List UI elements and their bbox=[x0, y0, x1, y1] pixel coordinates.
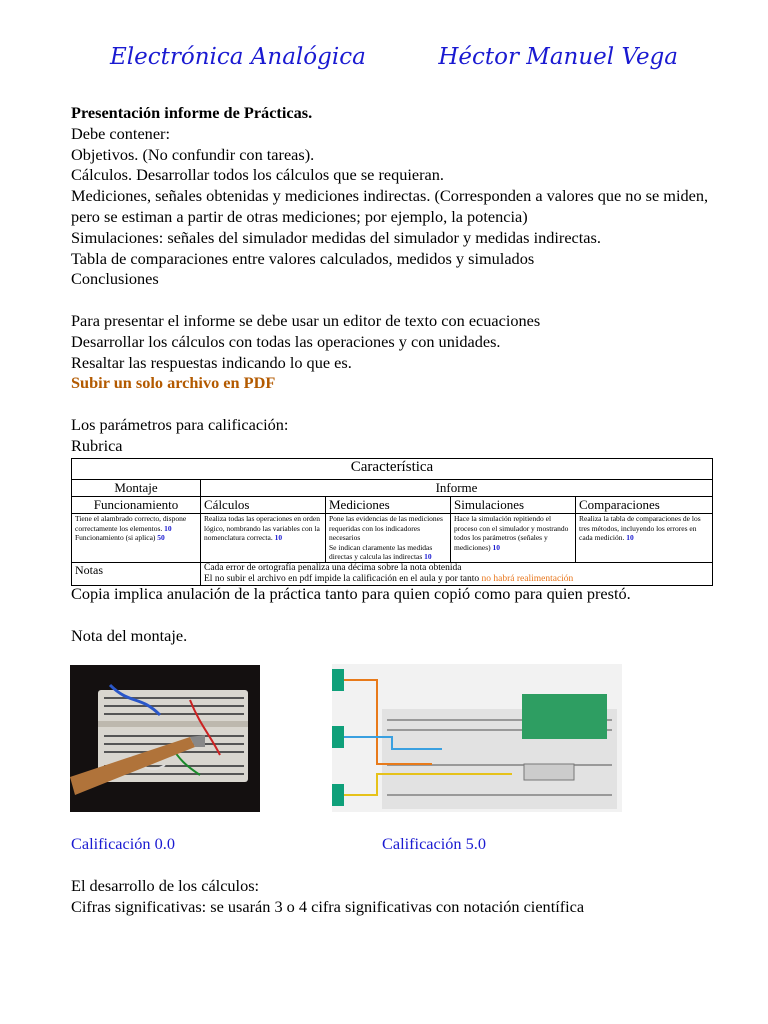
rubric-cell: Tiene el alambrado correcto, dispone correctamente los elementos. 10 Funcionamiento (si aplica) 50 bbox=[72, 514, 201, 563]
text-line: El desarrollo de los cálculos: bbox=[71, 876, 260, 895]
rubric-cell: Realiza la tabla de comparaciones de los tres métodos, incluyendo los errores en cada medición. 10 bbox=[576, 514, 713, 563]
caption-right: Calificación 5.0 bbox=[382, 834, 486, 853]
author-name: Héctor Manuel Vega bbox=[438, 44, 678, 70]
pdf-instruction: Subir un solo archivo en PDF bbox=[71, 373, 276, 393]
rubric-label: Rubrica bbox=[71, 435, 123, 455]
section-title: Presentación informe de Prácticas. bbox=[71, 103, 313, 122]
text-line: Desarrollar los cálculos con todas las operaciones y con unidades. bbox=[71, 331, 501, 351]
text-line: Resaltar las respuestas indicando lo que es. bbox=[71, 352, 352, 372]
header-montaje: Montaje bbox=[72, 480, 201, 497]
text-line: Objetivos. (No confundir con tareas). bbox=[71, 144, 315, 164]
text-line: Tabla de comparaciones entre valores calculados, medidos y simulados bbox=[71, 248, 535, 268]
copia-note: Copia implica anulación de la práctica tanto para quien copió como para quien prestó. bbox=[71, 584, 631, 603]
page-header bbox=[110, 44, 678, 80]
simulator-screenshot bbox=[332, 664, 622, 812]
text-line: Conclusiones bbox=[71, 269, 159, 289]
text-line: Cifras significativas: se usarán 3 o 4 cifra significativas con notación científica bbox=[71, 896, 585, 916]
table-header-caracteristica: Característica bbox=[72, 459, 713, 480]
text-line: Cálculos. Desarrollar todos los cálculos que se requieran. bbox=[71, 165, 444, 185]
notas-label: Notas bbox=[72, 562, 201, 585]
course-title: Electrónica Analógica bbox=[110, 44, 366, 70]
col-header: Simulaciones bbox=[451, 497, 576, 514]
col-header: Funcionamiento bbox=[72, 497, 201, 514]
rubric-cell: Realiza todas las operaciones en orden lógico, nombrando las variables con la nomenclatura correcta. 10 bbox=[201, 514, 326, 563]
rubric-table bbox=[71, 458, 713, 586]
col-header: Mediciones bbox=[326, 497, 451, 514]
text-line: Mediciones, señales obtenidas y mediciones indirectas. (Corresponden a valores que no se miden, pero se estiman a partir de otras mediciones; por ejemplo, la potencia) bbox=[71, 186, 709, 226]
col-header: Comparaciones bbox=[576, 497, 713, 514]
breadboard-photo bbox=[70, 665, 260, 812]
params-label: Los parámetros para calificación: bbox=[71, 414, 289, 434]
col-header: Cálculos bbox=[201, 497, 326, 514]
rubric-cell: Pone las evidencias de las mediciones requeridas con los indicadores necesarios Se indican claramente las medidas directas y calcula las indirectas 10 bbox=[326, 514, 451, 563]
notas-content: Cada error de ortografía penaliza una décima sobre la nota obtenida El no subir el archivo en pdf impide la calificación en el aula y por tanto no habrá realimentación bbox=[201, 562, 713, 585]
bottom-section bbox=[71, 876, 584, 918]
nota-montaje: Nota del montaje. bbox=[71, 625, 188, 645]
text-line: Debe contener: bbox=[71, 123, 170, 143]
caption-left: Calificación 0.0 bbox=[71, 834, 175, 853]
intro-section bbox=[71, 103, 731, 457]
text-line: Simulaciones: señales del simulador medidas del simulador y medidas indirectas. bbox=[71, 227, 601, 247]
rubric-cell: Hace la simulación repitiendo el proceso con el simulador y mostrando todos los parámetros (señales y mediciones) 10 bbox=[451, 514, 576, 563]
text-line: Para presentar el informe se debe usar un editor de texto con ecuaciones bbox=[71, 310, 541, 330]
after-table-section bbox=[71, 584, 631, 646]
header-informe: Informe bbox=[201, 480, 713, 497]
